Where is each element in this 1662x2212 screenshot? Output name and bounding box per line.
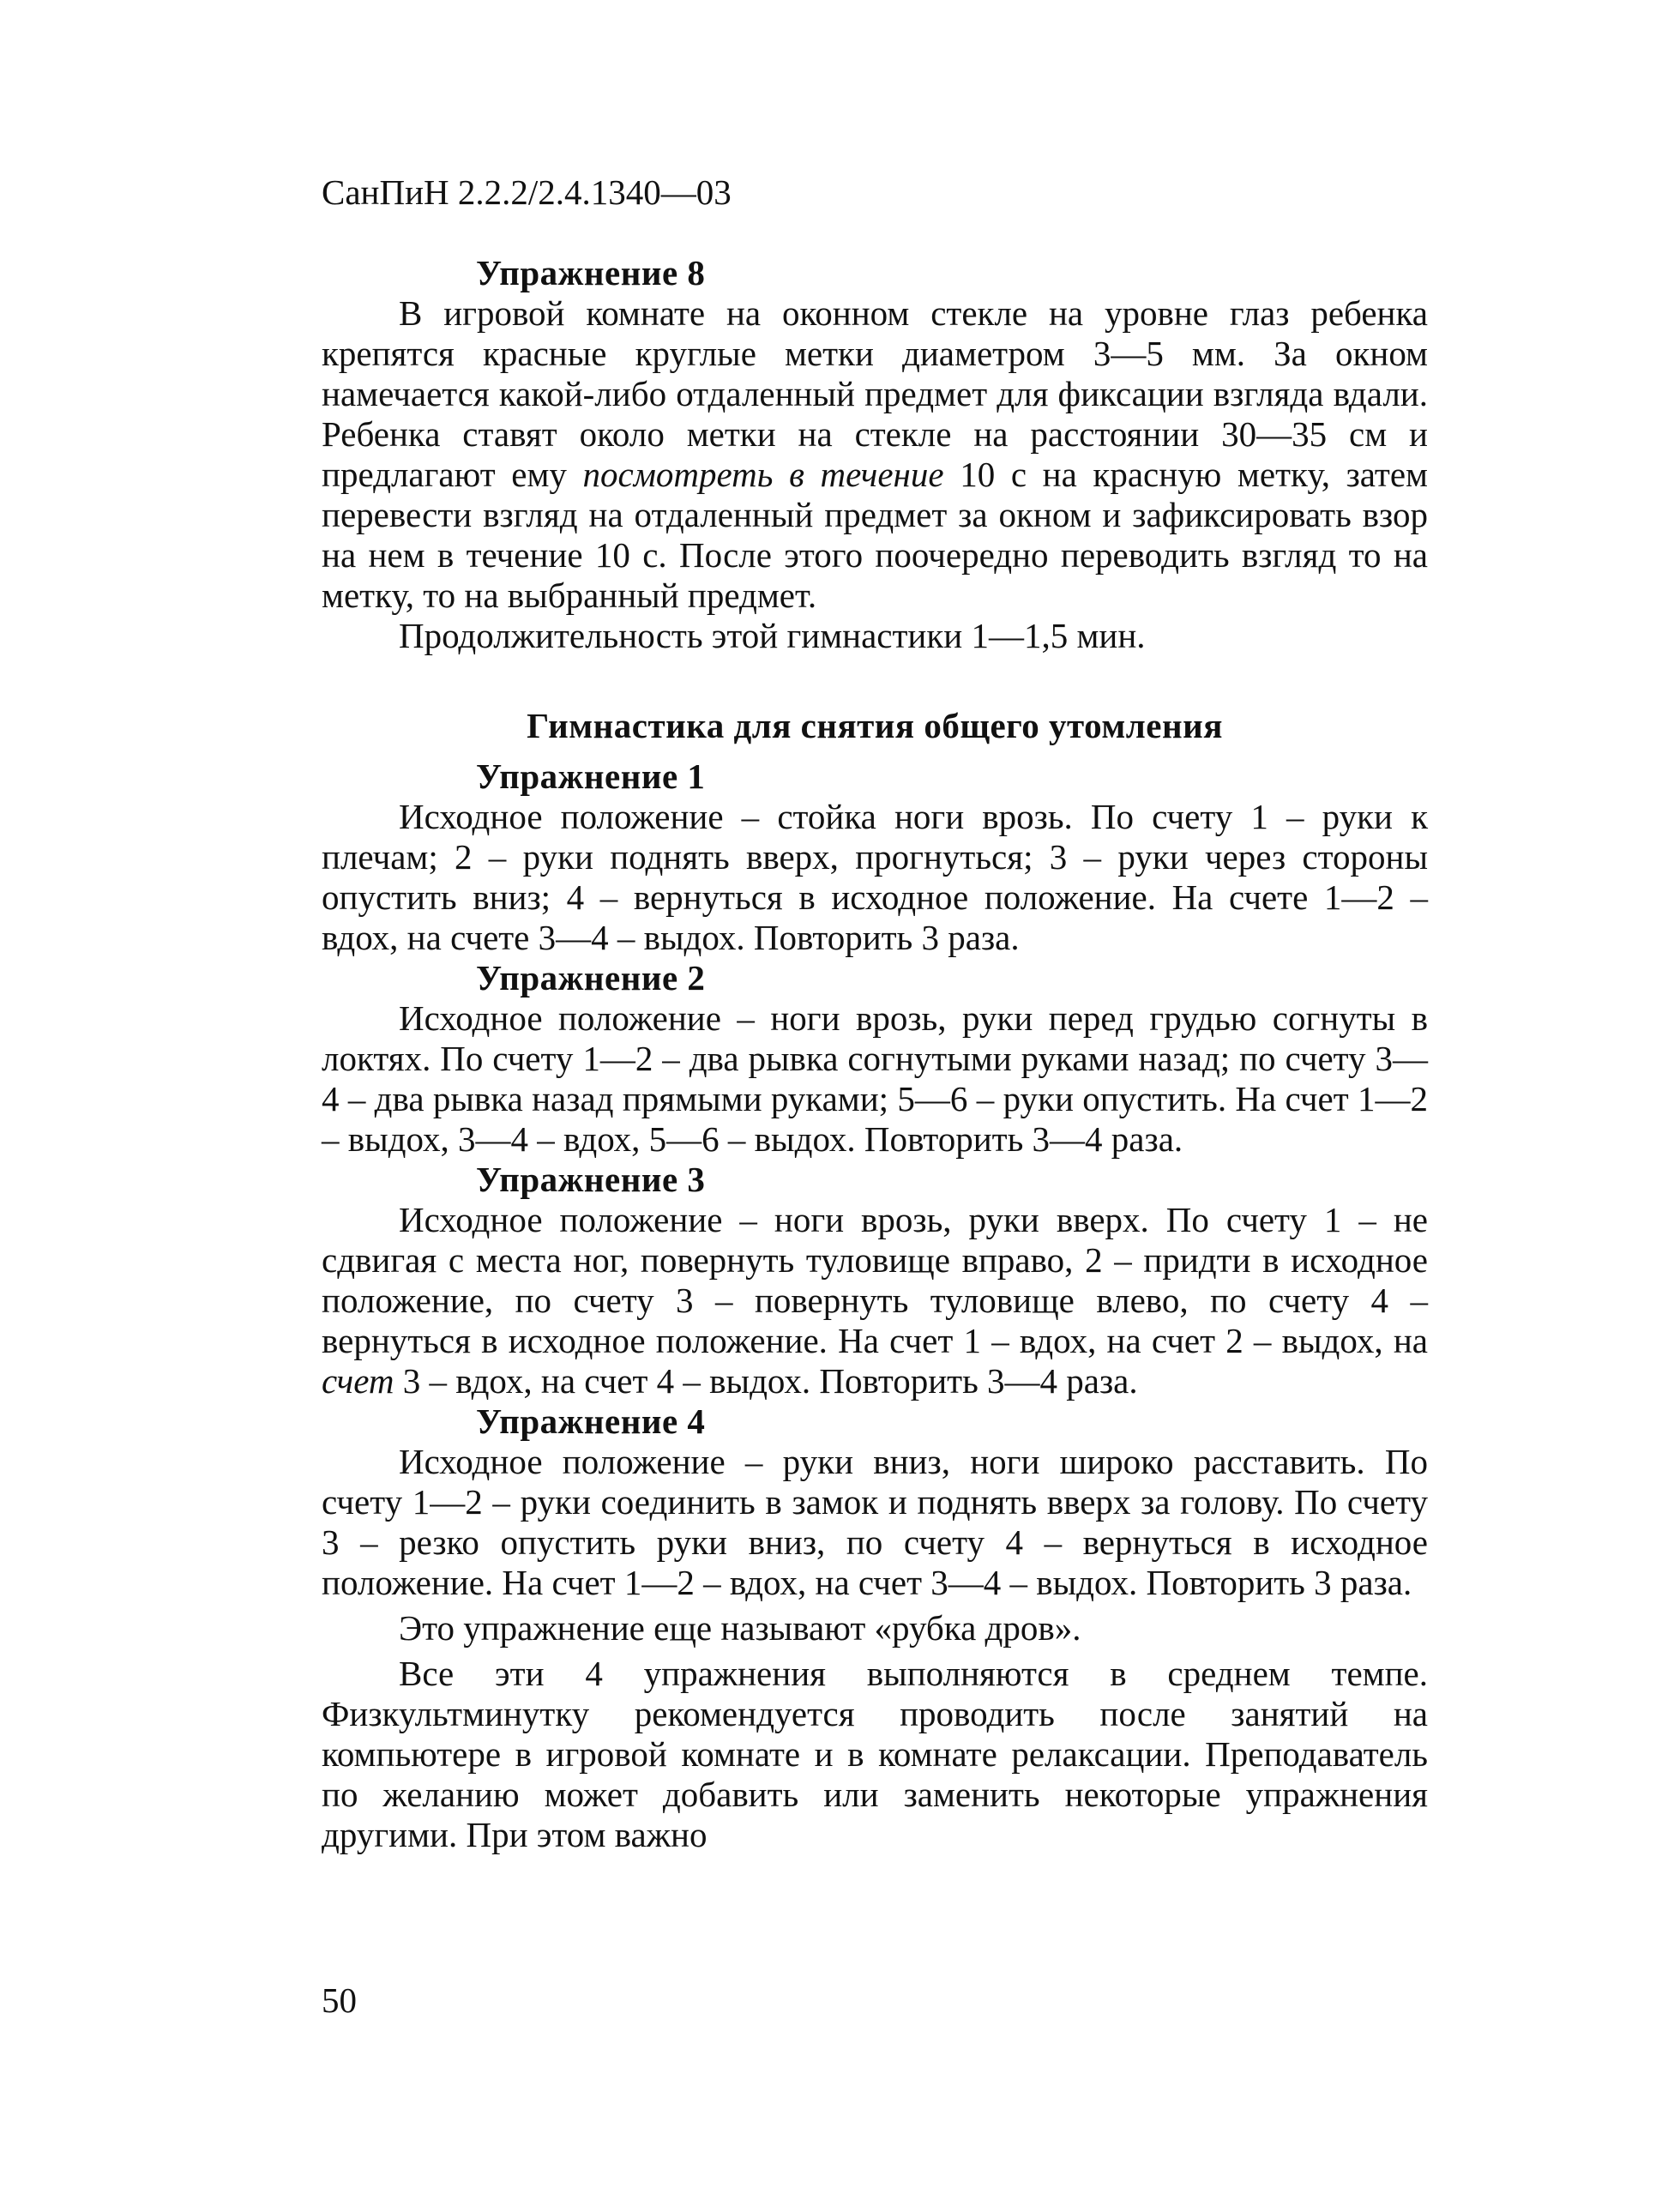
page-number: 50 (322, 1980, 357, 2020)
exercise-2-title: Упражнение 2 (476, 958, 706, 998)
exercise-1-text: Исходное положение – стойка ноги врозь. По счету 1 – руки к плечам; 2 – руки поднять вверх, прогнуться; 3 – руки через стороны опустить вниз; 4 – вернуться в исходное положение. На счете 1—2 – вдох, на счете 3—4 – выдох. Повторить 3 раза. (322, 797, 1428, 957)
document-page (322, 0, 1428, 2212)
exercise-4-title: Упражнение 4 (476, 1401, 706, 1441)
exercise-3-text: Исходное положение – ноги врозь, руки вверх. По счету 1 – не сдвигая с места ног, повернуть туловище вправо, 2 – придти в исходное положение, по счету 3 – повернуть туловище влево, по счету 4 – вернуться в исходное положение. На счет 1 – вдох, на счет 2 – выдох, на счет 3 – вдох, на счет 4 – выдох. Повторить 3—4 раза. (322, 1200, 1428, 1401)
italic-phrase: посмотреть в течение (582, 455, 944, 494)
exercise-1-title: Упражнение 1 (476, 756, 706, 796)
body-text (322, 253, 1428, 1855)
exercise-4-note: Это упражнение еще называют «рубка дров». (399, 1608, 1081, 1648)
exercise-8-title: Упражнение 8 (476, 253, 706, 292)
exercise-8-duration: Продолжительность этой гимнастики 1—1,5 мин. (399, 616, 1146, 655)
italic-word: счет (322, 1361, 394, 1401)
exercise-2-text: Исходное положение – ноги врозь, руки перед грудью согнуты в локтях. По счету 1—2 – два рывка согнутыми руками назад; по счету 3—4 – два рывка назад прямыми руками; 5—6 – руки опустить. На счет 1—2 – выдох, 3—4 – вдох, 5—6 – выдох. Повторить 3—4 раза. (322, 998, 1428, 1159)
exercise-8-description: В игровой комнате на оконном стекле на уровне глаз ребенка крепятся красные круглые метки диаметром 3—5 мм. За окном намечается какой-либо отдаленный предмет для фиксации взгляда вдали. Ребенка ставят около метки на стекле на расстоянии 30—35 см и предлагают ему посмотреть в течение 10 с на красную метку, затем перевести взгляд на отдаленный предмет за окном и зафиксировать взор на нем в течение 10 с. После этого поочередно переводить взгляд то на метку, то на выбранный предмет. (322, 293, 1428, 615)
running-header: СанПиН 2.2.2/2.4.1340—03 (322, 172, 732, 212)
exercise-3-title: Упражнение 3 (476, 1160, 706, 1199)
closing-paragraph: Все эти 4 упражнения выполняются в среднем темпе. Физкультминутку рекомендуется проводить после занятий на компьютере в игровой комнате и в комнате релаксации. Преподаватель по желанию может добавить или заменить некоторые упражнения другими. При этом важно (322, 1654, 1428, 1854)
exercise-4-text: Исходное положение – руки вниз, ноги широко расставить. По счету 1—2 – руки соединить в замок и поднять вверх за голову. По счету 3 – резко опустить руки вниз, по счету 4 – вернуться в исходное положение. На счет 1—2 – вдох, на счет 3—4 – выдох. Повторить 3 раза. (322, 1442, 1428, 1602)
section-title: Гимнастика для снятия общего утомления (527, 706, 1223, 745)
